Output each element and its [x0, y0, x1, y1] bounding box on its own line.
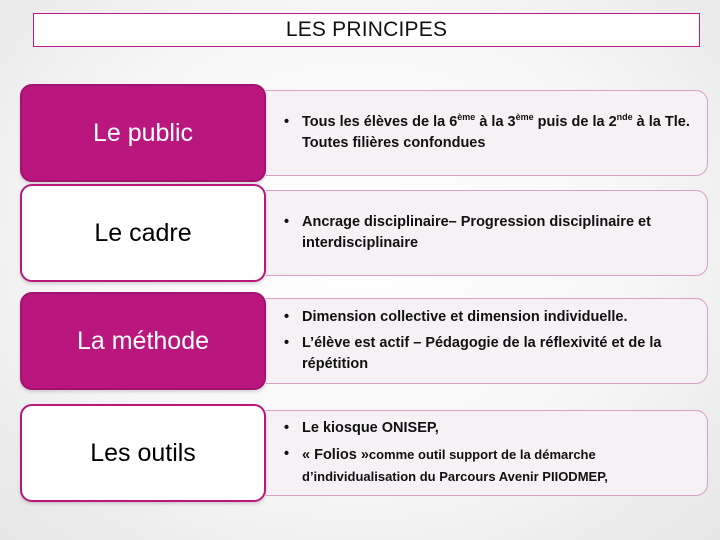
content-box-cadre [266, 190, 708, 276]
bullet-list-methode [280, 307, 697, 375]
title-bar [33, 13, 700, 47]
bullet-item: • Ancrage disciplinaire– Progression disciplinaire et interdisciplinaire [284, 214, 651, 251]
bullet-icon: • [284, 446, 290, 462]
label-methode: La méthode [76, 326, 210, 355]
label-box-cadre [20, 184, 266, 282]
bullet-list-public [280, 112, 697, 154]
bullet-list-outils [280, 418, 697, 488]
content-box-methode [266, 298, 708, 384]
bullet-icon: • [284, 335, 290, 351]
row-cadre [20, 184, 710, 282]
row-methode [20, 292, 710, 390]
row-public [20, 84, 710, 182]
bullet-list-cadre [280, 212, 697, 254]
label-cadre: Le cadre [94, 218, 192, 247]
bullet-icon: • [284, 309, 290, 325]
bullet-icon: • [284, 114, 290, 130]
bullet-item: • « Folios »comme outil support de la démarche d’individualisation du Parcours Avenir PIIODMEP, [284, 446, 608, 484]
label-outils: Les outils [90, 438, 196, 467]
bullet-item: • Le kiosque ONISEP, [280, 418, 697, 439]
bullet-icon: • [284, 420, 290, 436]
label-public: Le public [92, 118, 194, 147]
content-box-outils [266, 410, 708, 496]
label-box-methode [20, 292, 266, 390]
label-box-outils [20, 404, 266, 502]
content-box-public [266, 90, 708, 176]
row-outils [20, 404, 710, 502]
bullet-icon: • [284, 214, 290, 230]
bullet-item: • Tous les élèves de la 6ème à la 3ème puis de la 2nde à la Tle. Toutes filières confondues [284, 112, 690, 151]
bullet-item: • Dimension collective et dimension individuelle. [280, 307, 697, 328]
bullet-item: • L’élève est actif – Pédagogie de la réflexivité et de la répétition [284, 335, 662, 372]
label-box-public [20, 84, 266, 182]
page-title: LES PRINCIPES [285, 18, 448, 41]
